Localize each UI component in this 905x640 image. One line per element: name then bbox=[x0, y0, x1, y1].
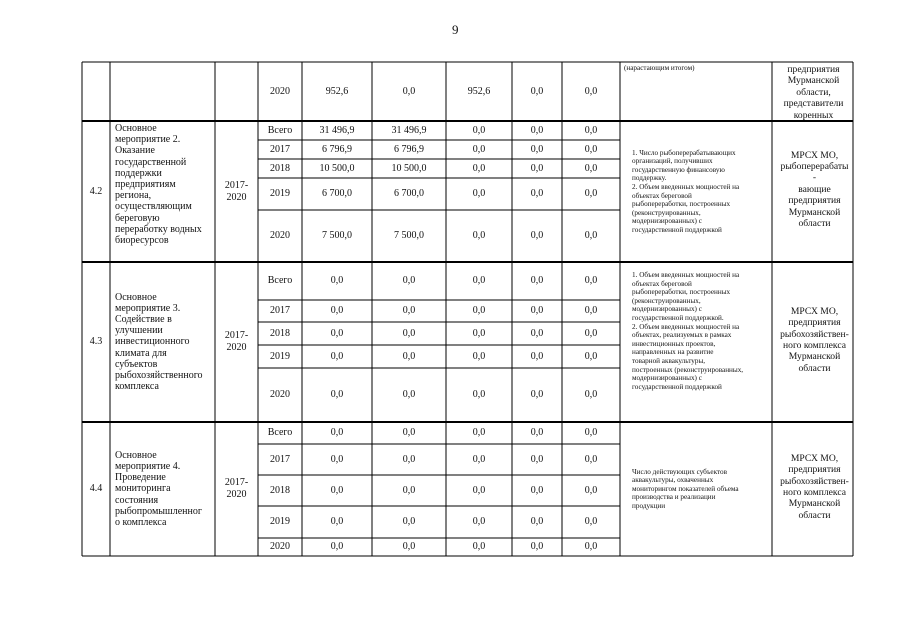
period-text: 2020 bbox=[226, 191, 247, 203]
table-cell-value: 0,0 bbox=[330, 484, 344, 496]
table-cell-year: Всего bbox=[267, 427, 293, 438]
responsible-text: вающие bbox=[798, 183, 831, 195]
period-text: 2017- bbox=[224, 477, 249, 488]
indicator-text: модернизированных) с bbox=[632, 374, 702, 383]
table-cell-value: 0,0 bbox=[330, 541, 344, 552]
table-cell-value: 0,0 bbox=[472, 143, 486, 155]
table-cell-value: 0,0 bbox=[584, 305, 598, 316]
row-number: 4.4 bbox=[89, 483, 103, 494]
table-cell-value: 6 700,0 bbox=[394, 188, 424, 199]
table-cell-year: 2019 bbox=[270, 516, 290, 527]
responsible-text: рыбохозяйствен- bbox=[780, 328, 849, 340]
table-cell-value: 0,0 bbox=[530, 541, 544, 552]
responsible-text: рыбоперерабаты bbox=[780, 161, 849, 172]
indicator-text: модернизированных) с bbox=[632, 305, 702, 314]
table-cell-value: 0,0 bbox=[472, 124, 486, 136]
table-cell-value: 0,0 bbox=[584, 350, 598, 362]
responsible-text: ного комплекса bbox=[783, 340, 846, 351]
responsible-text: предприятия bbox=[787, 64, 840, 75]
table-cell-year: 2020 bbox=[270, 230, 290, 241]
table-cell-value: 0,0 bbox=[472, 188, 486, 199]
activity-name-line: улучшении bbox=[115, 325, 163, 337]
table-cell-value: 0,0 bbox=[584, 188, 598, 199]
table-cell-value: 0,0 bbox=[330, 427, 344, 438]
table-cell-year: 2020 bbox=[270, 389, 290, 400]
table-cell-value: 0,0 bbox=[472, 162, 486, 174]
table-cell-value: 0,0 bbox=[402, 427, 416, 438]
table-cell-value: 0,0 bbox=[530, 188, 544, 199]
table-cell-value: 0,0 bbox=[530, 327, 544, 339]
table-cell-value: 0,0 bbox=[402, 305, 416, 316]
table-cell-value: 952,6 bbox=[325, 86, 349, 97]
table-cell-value: 0,0 bbox=[330, 453, 344, 465]
table-cell-value: 0,0 bbox=[584, 516, 598, 527]
responsible-text: представители bbox=[783, 98, 844, 110]
table-cell-value: 952,6 bbox=[467, 86, 491, 97]
table-cell-value: 0,0 bbox=[530, 453, 544, 465]
table-cell-value: 0,0 bbox=[402, 350, 416, 362]
indicator-text: рыбопереработки, построенных bbox=[632, 200, 731, 209]
indicator-text: (реконструированных, bbox=[632, 208, 701, 217]
table-cell-value: 0,0 bbox=[330, 327, 344, 339]
indicator-text: инвестиционных проектов, bbox=[632, 339, 716, 348]
table-cell-value: 0,0 bbox=[330, 389, 344, 400]
indicator-text: 2. Объем введенных мощностей на bbox=[632, 182, 740, 191]
table-cell-year: 2017 bbox=[270, 453, 290, 465]
indicator-text: объектах береговой bbox=[632, 279, 692, 288]
indicator-text: направленных на развитие bbox=[632, 348, 714, 357]
table-cell-value: 0,0 bbox=[330, 305, 344, 316]
responsible-text: предприятия bbox=[788, 317, 841, 329]
table-cell-value: 0,0 bbox=[472, 427, 486, 438]
table-cell-value: 0,0 bbox=[472, 230, 486, 241]
table-cell-value: 6 700,0 bbox=[322, 188, 352, 199]
indicator-text: 1. Число рыбоперерабатывающих bbox=[632, 148, 736, 157]
activity-name-line: инвестиционного bbox=[115, 336, 190, 348]
responsible-text: области, bbox=[796, 86, 831, 98]
table-cell-year: 2018 bbox=[270, 327, 290, 339]
indicator-text: 2. Объем введенных мощностей на bbox=[632, 322, 740, 331]
responsible-text: области bbox=[798, 509, 831, 521]
table-cell-value: 0,0 bbox=[584, 427, 598, 438]
activity-name-line: Основное bbox=[115, 449, 157, 461]
activity-name-line: рыбохозяйственного bbox=[115, 370, 203, 381]
activity-name-line: комплекса bbox=[115, 381, 159, 393]
activity-name-line: осуществляющим bbox=[115, 201, 192, 213]
activity-name-line: поддержки bbox=[115, 167, 162, 179]
table-cell-value: 0,0 bbox=[530, 124, 544, 136]
indicator-text: государственной поддержкой bbox=[632, 225, 722, 234]
table-cell-value: 0,0 bbox=[584, 484, 598, 496]
table-cell-value: 6 796,9 bbox=[394, 143, 424, 155]
responsible-text: Мурманской bbox=[788, 351, 841, 363]
table-cell-year: Всего bbox=[267, 275, 293, 286]
responsible-text: области bbox=[798, 362, 831, 374]
table-cell-value: 0,0 bbox=[472, 453, 486, 465]
table-cell-value: 0,0 bbox=[402, 484, 416, 496]
indicator-text: государственной поддержкой. bbox=[632, 314, 724, 322]
responsible-text: коренных bbox=[793, 109, 834, 121]
table-cell-value: 0,0 bbox=[472, 389, 486, 400]
table-cell-value: 0,0 bbox=[530, 86, 544, 97]
table-cell-value: 0,0 bbox=[472, 484, 486, 496]
activity-name-line: климата для bbox=[115, 347, 167, 359]
indicator-text: 1. Объем введенных мощностей на bbox=[632, 271, 740, 279]
activity-name-line: о комплекса bbox=[115, 517, 167, 528]
table-cell-value: 0,0 bbox=[402, 389, 416, 400]
table-cell-value: 0,0 bbox=[584, 389, 598, 400]
indicator-text: (реконструированных, bbox=[632, 296, 701, 305]
indicator-text: мониторингом показателей объема bbox=[632, 484, 739, 493]
table-cell-value: 10 500,0 bbox=[391, 162, 427, 174]
table-cell-year: 2017 bbox=[270, 305, 290, 316]
table-cell-value: 0,0 bbox=[584, 86, 598, 97]
table-cell-value: 0,0 bbox=[584, 541, 598, 552]
responsible-text: Мурманской bbox=[787, 75, 840, 87]
table-cell-value: 0,0 bbox=[530, 389, 544, 400]
activity-name-line: государственной bbox=[115, 156, 187, 168]
indicator-text: объектах береговой bbox=[632, 191, 692, 200]
indicator-text: объектах, реализуемых в рамках bbox=[632, 331, 732, 340]
activity-name-line: мероприятие 3. bbox=[115, 302, 181, 314]
table-cell-year: 2020 bbox=[270, 86, 290, 97]
table-cell-value: 31 496,9 bbox=[319, 124, 355, 136]
indicator-text: организаций, получивших bbox=[632, 157, 713, 166]
table-cell-value: 0,0 bbox=[402, 453, 416, 465]
indicator-text: аквакультуры, охваченных bbox=[632, 476, 714, 485]
indicator-text: государственной поддержкой bbox=[632, 382, 722, 391]
indicator-text: поддержку. bbox=[632, 174, 667, 183]
table-cell-year: Всего bbox=[267, 124, 293, 136]
period-text: 2020 bbox=[226, 342, 247, 353]
responsible-text: - bbox=[812, 172, 817, 184]
table-cell-value: 7 500,0 bbox=[394, 230, 424, 241]
activity-name-line: мониторинга bbox=[115, 483, 171, 495]
indicator-text: рыбопереработки, построенных bbox=[632, 288, 731, 297]
table-cell-value: 0,0 bbox=[330, 350, 344, 362]
activity-name-line: Основное bbox=[115, 123, 157, 134]
table-cell-value: 0,0 bbox=[330, 275, 344, 286]
indicator-text: построенных (реконструированных, bbox=[632, 365, 744, 374]
responsible-text: рыбохозяйствен- bbox=[780, 475, 849, 487]
table-cell-value: 0,0 bbox=[402, 275, 416, 286]
row-number: 4.2 bbox=[89, 185, 103, 197]
activity-name-line: Оказание bbox=[115, 145, 155, 157]
activity-name-line: Содействие в bbox=[115, 314, 172, 325]
table-cell-value: 0,0 bbox=[530, 516, 544, 527]
responsible-text: предприятия bbox=[788, 464, 841, 476]
table-cell-value: 0,0 bbox=[530, 350, 544, 362]
indicator-text: государственную финансовую bbox=[632, 165, 725, 174]
indicator-text: производства и реализации bbox=[632, 493, 716, 502]
responsible-text: области bbox=[798, 218, 831, 229]
period-text: 2020 bbox=[226, 489, 247, 500]
indicator-text: (нарастающим итогом) bbox=[624, 64, 695, 72]
table-cell-value: 0,0 bbox=[472, 541, 486, 552]
table-cell-value: 0,0 bbox=[402, 516, 416, 527]
table-cell-value: 0,0 bbox=[402, 327, 416, 339]
activity-name-line: состояния bbox=[115, 494, 159, 506]
responsible-text: предприятия bbox=[788, 195, 841, 207]
table-cell-value: 0,0 bbox=[584, 162, 598, 174]
period-text: 2017- bbox=[224, 330, 249, 341]
page-number: 9 bbox=[452, 22, 459, 37]
table-cell-value: 0,0 bbox=[530, 230, 544, 241]
responsible-text: Мурманской bbox=[788, 206, 841, 218]
table-cell-year: 2020 bbox=[270, 541, 290, 552]
table-cell-value: 0,0 bbox=[584, 275, 598, 286]
table-cell-value: 0,0 bbox=[530, 143, 544, 155]
activity-name-line: переработку водных bbox=[115, 223, 202, 235]
activity-name-line: субъектов bbox=[115, 358, 158, 370]
activity-name-line: береговую bbox=[115, 212, 160, 224]
responsible-text: ного комплекса bbox=[783, 487, 846, 498]
activity-name-line: предприятиям bbox=[115, 179, 176, 190]
table-cell-year: 2019 bbox=[270, 188, 290, 199]
table-cell-value: 0,0 bbox=[584, 124, 598, 136]
activity-name-line: мероприятие 2. bbox=[115, 134, 181, 146]
responsible-text: МРСХ МО, bbox=[790, 452, 839, 464]
table-cell-value: 0,0 bbox=[584, 230, 598, 241]
table-cell-value: 7 500,0 bbox=[322, 230, 352, 241]
responsible-text: МРСХ МО, bbox=[790, 305, 839, 317]
table-cell-value: 0,0 bbox=[530, 484, 544, 496]
table-cell-value: 0,0 bbox=[530, 275, 544, 286]
table-cell-year: 2018 bbox=[270, 484, 290, 496]
table-cell-value: 0,0 bbox=[530, 162, 544, 174]
activity-name-line: Проведение bbox=[115, 472, 166, 484]
table-cell-value: 0,0 bbox=[402, 86, 416, 97]
table-cell-value: 0,0 bbox=[330, 516, 344, 527]
table-cell-value: 31 496,9 bbox=[391, 124, 427, 136]
responsible-text: МРСХ МО, bbox=[790, 149, 839, 161]
responsible-text: Мурманской bbox=[788, 498, 841, 510]
activity-name-line: рыбопромышленног bbox=[115, 505, 202, 517]
row-number: 4.3 bbox=[89, 336, 103, 347]
activity-name-line: Основное bbox=[115, 291, 157, 303]
period-text: 2017- bbox=[224, 179, 249, 191]
table-cell-value: 0,0 bbox=[530, 427, 544, 438]
table-cell-value: 0,0 bbox=[472, 275, 486, 286]
table-cell-value: 0,0 bbox=[530, 305, 544, 316]
table-cell-year: 2019 bbox=[270, 350, 290, 362]
table-cell-year: 2017 bbox=[270, 143, 290, 155]
table-cell-value: 0,0 bbox=[584, 143, 598, 155]
table-cell-value: 0,0 bbox=[472, 327, 486, 339]
table-cell-value: 0,0 bbox=[472, 350, 486, 362]
table-cell-value: 0,0 bbox=[584, 453, 598, 465]
indicator-text: Число действующих субъектов bbox=[632, 467, 728, 476]
activity-name-line: региона, bbox=[115, 190, 152, 202]
table-cell-value: 0,0 bbox=[472, 305, 486, 316]
indicator-text: продукции bbox=[632, 501, 666, 510]
table-cell-value: 0,0 bbox=[584, 327, 598, 339]
table-cell-value: 0,0 bbox=[402, 541, 416, 552]
activity-name-line: мероприятие 4. bbox=[115, 461, 181, 472]
indicator-text: товарной аквакультуры, bbox=[632, 357, 706, 365]
indicator-text: модернизированных) с bbox=[632, 217, 702, 226]
table-cell-value: 10 500,0 bbox=[319, 162, 355, 174]
activity-name-line: биоресурсов bbox=[115, 235, 169, 246]
table-cell-year: 2018 bbox=[270, 162, 290, 174]
table-cell-value: 0,0 bbox=[472, 516, 486, 527]
table-cell-value: 6 796,9 bbox=[322, 143, 352, 155]
